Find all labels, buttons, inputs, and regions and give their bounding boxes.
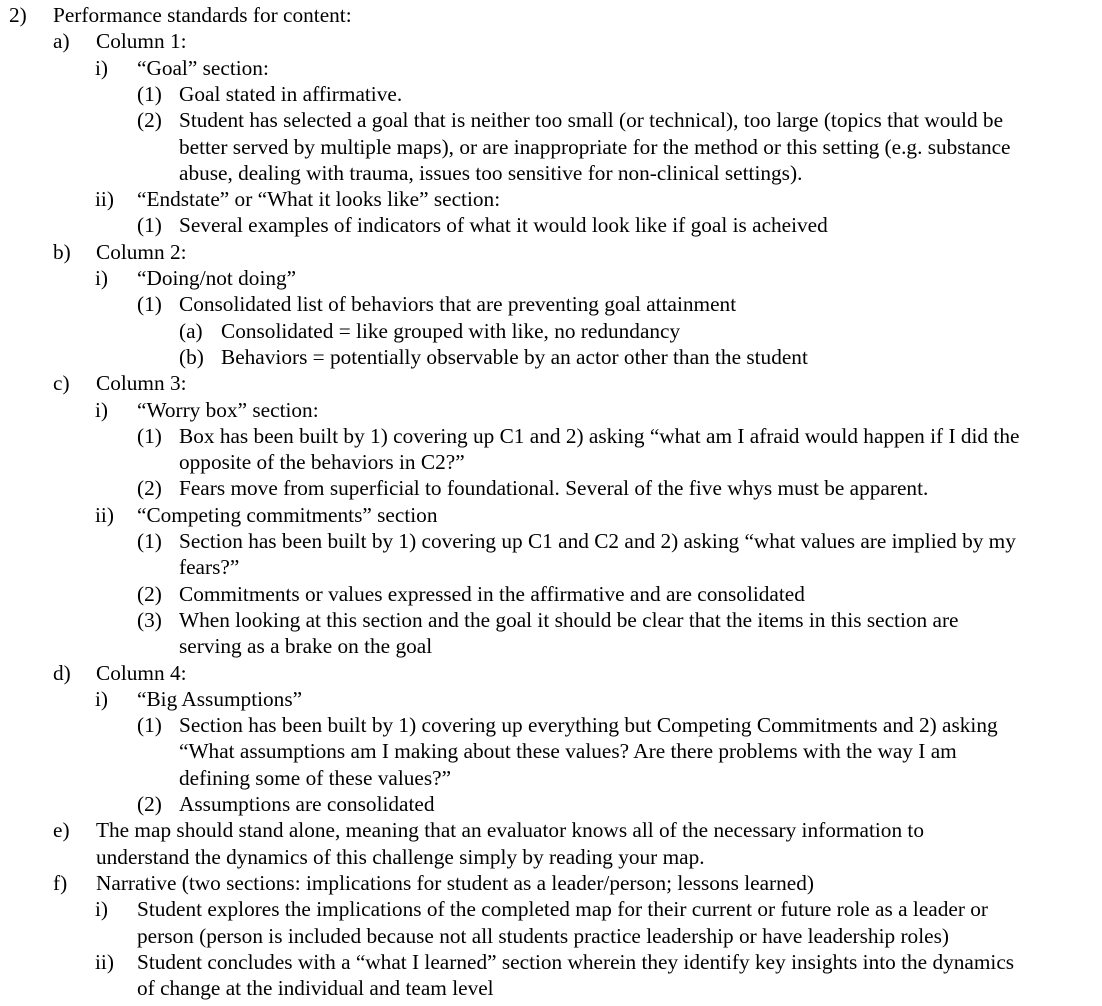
item-f-text: Narrative (two sections: implications for student as a leader/person; lessons learned) — [96, 870, 814, 895]
point-text: Assumptions are consolidated — [179, 792, 435, 816]
item-c-text: Column 3: — [96, 371, 187, 396]
sub-item-text: “Goal” section: — [137, 55, 269, 80]
section-heading-marker: 2) — [9, 3, 27, 27]
sub-item-marker: i) — [95, 266, 109, 290]
sub-item-text: “Competing commitments” section — [137, 502, 438, 527]
point-text: fears?” — [179, 555, 240, 580]
sub-item-text: “Doing/not doing” — [137, 266, 297, 290]
point-text: serving as a brake on the goal — [179, 634, 433, 659]
point-marker: (2) — [137, 476, 162, 501]
sub-item-text: Student concludes with a “what I learned” section wherein they identify key insights into the dynamics — [137, 949, 1015, 974]
subpoint-marker: (a) — [179, 318, 203, 343]
point-marker: (3) — [137, 607, 162, 632]
sub-item-marker: i) — [95, 55, 109, 80]
point-marker: (1) — [137, 292, 162, 317]
sub-item-marker: i) — [95, 686, 109, 711]
sub-item-marker: ii) — [95, 949, 114, 974]
item-c-marker: c) — [53, 371, 70, 396]
item-f-marker: f) — [53, 870, 68, 895]
point-text: Box has been built by 1) covering up C1 and 2) asking “what am I afraid would happen if I did the — [179, 423, 1020, 448]
point-text: Consolidated list of behaviors that are preventing goal attainment — [179, 292, 737, 317]
sub-item-text: person (person is included because not all students practice leadership or have leadership roles) — [137, 923, 949, 948]
sub-item-text: Student explores the implications of the completed map for their current or future role as a leader or — [137, 897, 988, 922]
item-e-marker: e) — [53, 818, 70, 843]
point-text: “What assumptions am I making about these values? Are there problems with the way I am — [179, 739, 957, 764]
sub-item-marker: i) — [95, 397, 109, 422]
section-heading-text: Performance standards for content: — [53, 3, 352, 27]
point-marker: (1) — [137, 713, 162, 738]
point-marker: (1) — [137, 81, 162, 106]
item-d-text: Column 4: — [96, 660, 187, 685]
sub-item-text: “Worry box” section: — [137, 397, 319, 422]
sub-item-text: “Big Assumptions” — [137, 686, 303, 711]
item-d-marker: d) — [53, 660, 71, 685]
point-marker: (1) — [137, 529, 162, 553]
item-b-marker: b) — [53, 239, 71, 264]
sub-item-text: of change at the individual and team level — [137, 976, 494, 1001]
item-b-text: Column 2: — [96, 239, 187, 264]
item-e-text: The map should stand alone, meaning that an evaluator knows all of the necessary information to — [96, 818, 924, 843]
subpoint-marker: (b) — [179, 344, 204, 369]
point-text: abuse, dealing with trauma, issues too sensitive for non-clinical settings). — [179, 160, 803, 185]
point-marker: (1) — [137, 423, 162, 448]
point-text: Section has been built by 1) covering up C1 and C2 and 2) asking “what values are implied by my — [179, 529, 1016, 553]
point-marker: (2) — [137, 792, 162, 816]
sub-item-text: “Endstate” or “What it looks like” section: — [137, 187, 501, 212]
subpoint-text: Consolidated = like grouped with like, no redundancy — [221, 318, 681, 343]
point-text: Commitments or values expressed in the affirmative and are consolidated — [179, 581, 805, 606]
point-text: Fears move from superficial to foundational. Several of the five whys must be apparent. — [179, 476, 929, 501]
point-text: Section has been built by 1) covering up everything but Competing Commitments and 2) asking — [179, 713, 998, 738]
point-marker: (2) — [137, 581, 162, 606]
point-marker: (2) — [137, 108, 162, 133]
point-text: Goal stated in affirmative. — [179, 81, 403, 106]
point-text: Several examples of indicators of what it would look like if goal is acheived — [179, 213, 828, 238]
item-a-text: Column 1: — [96, 29, 187, 54]
point-marker: (1) — [137, 213, 162, 238]
point-text: Student has selected a goal that is neither too small (or technical), too large (topics that would be — [179, 108, 1004, 133]
point-text: opposite of the behaviors in C2?” — [179, 450, 465, 475]
point-text: defining some of these values?” — [179, 765, 452, 790]
sub-item-marker: i) — [95, 897, 109, 922]
item-e-text: understand the dynamics of this challenge simply by reading your map. — [96, 844, 705, 869]
subpoint-text: Behaviors = potentially observable by an actor other than the student — [221, 344, 808, 369]
sub-item-marker: ii) — [95, 187, 114, 212]
point-text: better served by multiple maps), or are inappropriate for the method or this setting (e.g. substance — [179, 134, 1011, 159]
sub-item-marker: ii) — [95, 502, 114, 527]
point-text: When looking at this section and the goal it should be clear that the items in this section are — [179, 607, 959, 632]
item-a-marker: a) — [53, 29, 70, 54]
